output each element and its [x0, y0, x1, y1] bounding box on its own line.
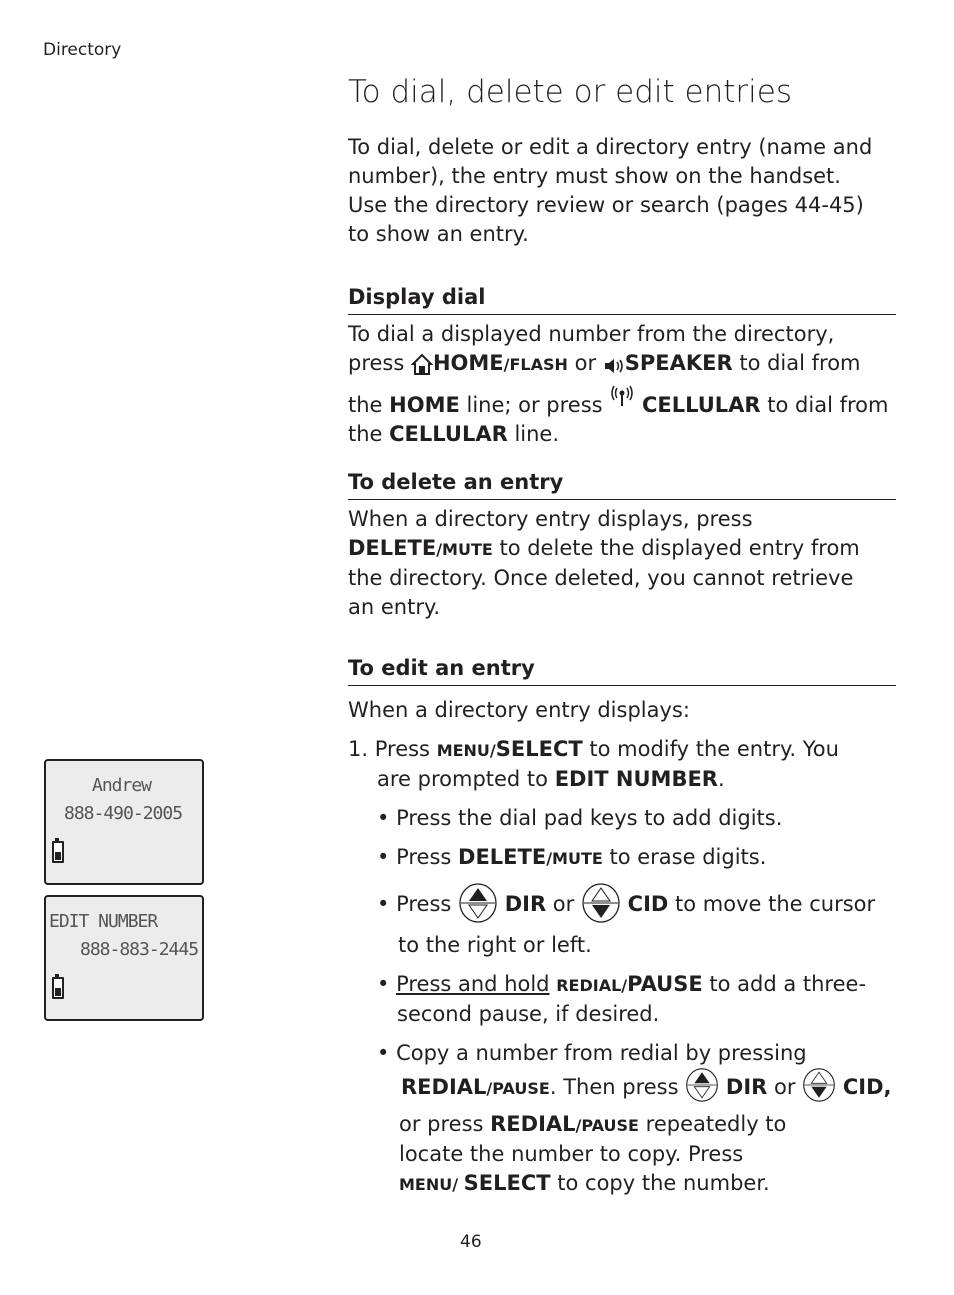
dir-up-icon: [458, 883, 498, 931]
speaker-icon: [603, 355, 625, 384]
cid-down-icon-2: [802, 1068, 836, 1110]
home-icon: [411, 352, 433, 384]
dir-up-icon-2: [685, 1068, 719, 1110]
handset-screen-edit: [44, 895, 204, 1021]
step-1: 1. Press MENU/SELECT to modify the entry. You are prompted to EDIT NUMBER.: [348, 737, 839, 791]
screen-number: 888-490-2005: [64, 803, 183, 824]
screen-name: Andrew: [92, 775, 152, 796]
cellular-icon: [609, 384, 635, 418]
intro-paragraph: To dial, delete or edit a directory entry (name and number), the entry must show on the handset. Use the directory review or search (pages 44-45) to show an entry.: [348, 135, 873, 246]
page-number: 46: [460, 1232, 482, 1252]
battery-icon: [52, 841, 64, 863]
battery-icon-2: [52, 977, 64, 999]
bullet-add-digits: • Press the dial pad keys to add digits.: [377, 806, 783, 830]
section-label: Directory: [43, 40, 122, 60]
delete-entry-heading: To delete an entry: [348, 468, 896, 500]
handset-screen-entry: [44, 759, 204, 885]
bullet-pause: • Press and hold REDIAL/PAUSE to add a three- second pause, if desired.: [377, 972, 867, 1026]
display-dial-heading: Display dial: [348, 283, 896, 315]
cid-down-icon: [581, 883, 621, 931]
screen-edit-number: 888-883-2445: [80, 939, 199, 960]
bullet-copy-redial: • Copy a number from redial by pressing REDIAL/PAUSE. Then press DIR or CID, or press REDIAL/PAUSE repeatedly to locate the number to copy. Press MENU/ SELECT to copy the number.: [377, 1041, 892, 1195]
delete-entry-section: To delete an entry When a directory entry displays, press DELETE/MUTE to delete the displayed entry from the directory. Once deleted, you cannot retrieve an entry.: [348, 468, 896, 622]
edit-entry-section: To edit an entry When a directory entry displays: 1. Press MENU/SELECT to modify the entry. You are prompted to EDIT NUMBER. • Press the dial pad keys to add digits. • Press DELETE/MUTE to erase digits. • Press DIR or CID to move the cursor to the right or left. • Press and hold REDIAL/PAUSE to add a three- second pause, if desired. • Copy a number from redial by pressing REDIAL/PAUSE. Then press DIR or CID, or press REDIAL/PAUSE repeatedly to locate the number to copy. Press MENU/ SELECT to copy the number.: [348, 654, 896, 1199]
bullet-erase-digits: • Press DELETE/MUTE to erase digits.: [377, 845, 767, 869]
bullet-move-cursor: • Press DIR or CID to move the cursor to the right or left.: [348, 883, 896, 960]
page-title: To dial, delete or edit entries: [348, 74, 793, 110]
edit-entry-heading: To edit an entry: [348, 654, 896, 686]
screen-edit-label: EDIT NUMBER: [49, 911, 158, 932]
display-dial-section: Display dial To dial a displayed number from the directory, press HOME/FLASH or SPEAKER to dial from the HOME line; or press CELLULAR to dial from the CELLULAR line.: [348, 283, 896, 449]
